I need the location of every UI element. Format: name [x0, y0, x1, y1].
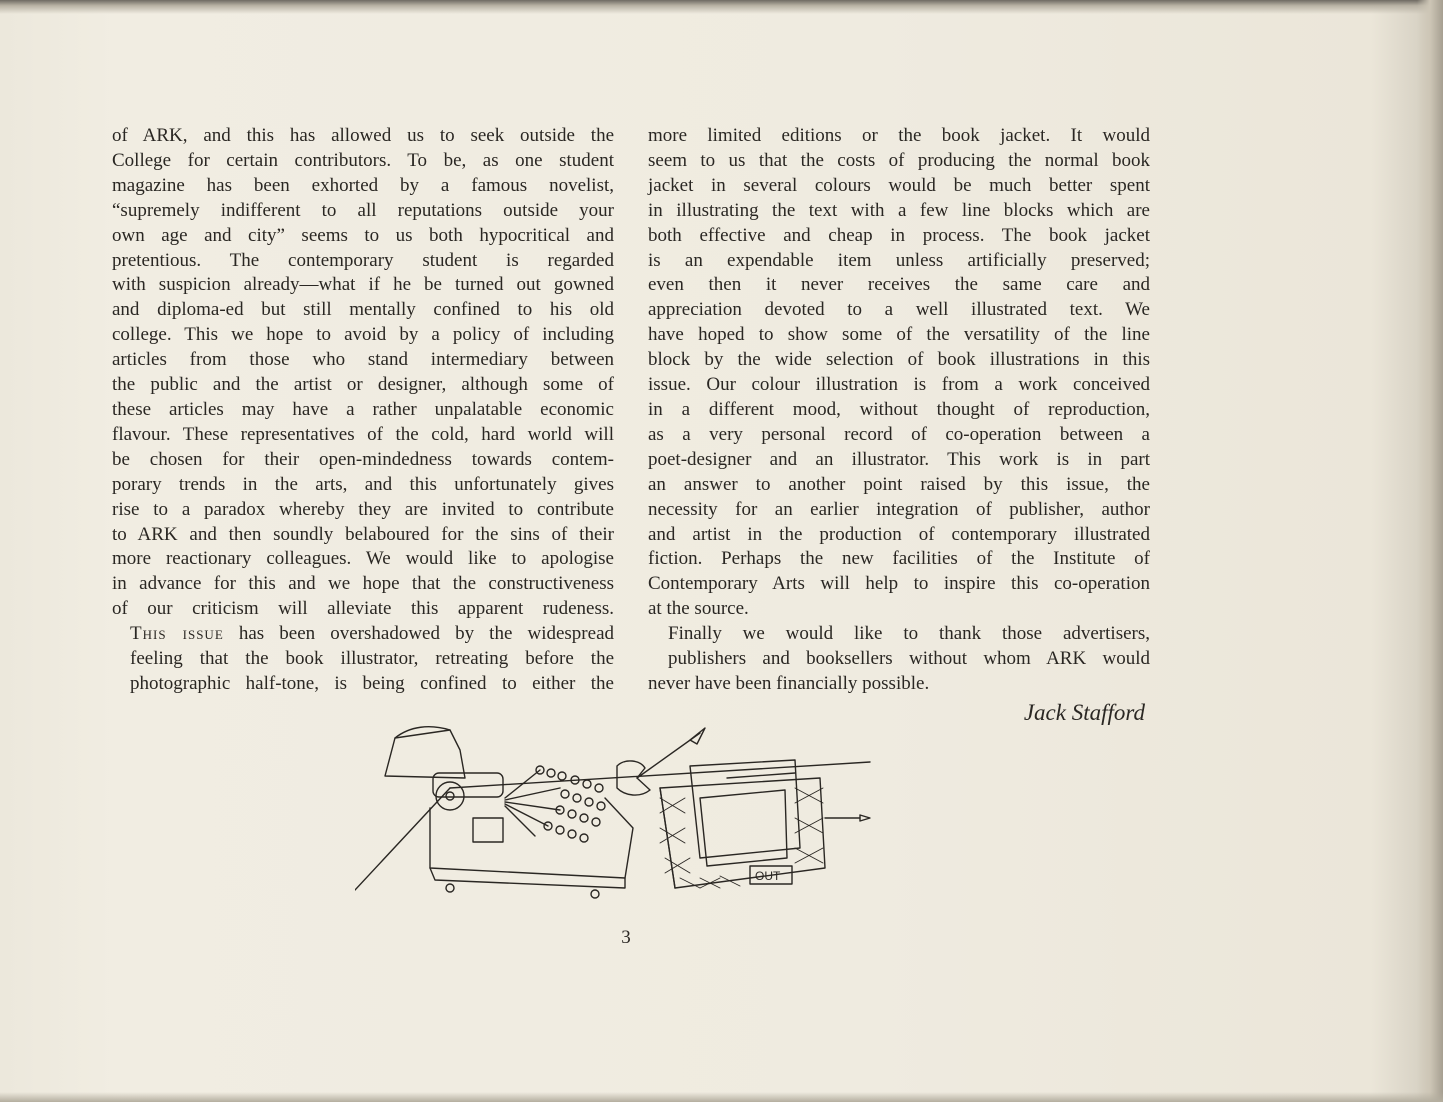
right-paragraph-1-last: at the source. — [648, 598, 749, 620]
author-signature: Jack Stafford — [1023, 700, 1145, 725]
page-number: 3 — [621, 927, 631, 948]
page-right-edge — [1417, 0, 1443, 1102]
page-top-edge — [0, 0, 1443, 14]
tray-paper-stack — [690, 760, 800, 858]
desk-edge-line — [355, 788, 450, 890]
page-bottom-edge — [0, 1092, 1443, 1102]
typewriter-and-tray-illustration — [355, 718, 875, 908]
typewriter-panel — [473, 818, 503, 842]
out-tray-icon — [660, 760, 870, 888]
right-paragraph-2: Finally we would like to thank those advertisers, publishers and booksellers without whom ARK would — [668, 623, 1150, 670]
left-paragraph-2-text: has been overshadowed by the widespread feeling that the book illustrator, retreating before the photographic half-tone, is being confined to either the — [130, 623, 614, 694]
right-paragraph-1: more limited editions or the book jacket. It would seem to us that the costs of producing the normal book jacket in several colours would be much better spent in illustrating the text with a few line blocks which are both effective and cheap in process. The book jacket is an expendable item unless artificially preserved; even then it never receives the same care and appreciation devoted to a well illustrated text. We have hoped to show some of the versatility of the line block by the wide selection of book illustrations in this issue. Our colour illustration is from a work conceived in a different mood, without thought of reproduction, as a very personal record of co-operation between a poet-designer and an illustrator. This work is in part an answer to another point raised by this issue, the necessity for an earlier integration of publisher, author and artist in the production of contemporary illustrated fiction. Perhaps the new facilities of the Institute of Contemporary Arts will help to inspire this co-operation — [648, 125, 1150, 595]
out-label-text: OUT — [755, 869, 781, 883]
desk-back-line — [450, 762, 870, 788]
left-column — [112, 124, 614, 697]
left-paragraph-2 — [112, 622, 614, 697]
roller-knob-icon — [436, 782, 464, 810]
typewriter-keys — [505, 766, 605, 842]
right-column — [648, 124, 1150, 697]
right-paragraph-2-last: never have been financially possible. — [648, 672, 930, 694]
this-issue-lead: This issue — [130, 623, 224, 645]
left-paragraph-1: of ARK, and this has allowed us to seek outside the College for certain contributors. To be, as one student magazine has been exhorted by a famous novelist, “supremely indifferent to all reputations outside your own age and city” seems to us both hypocritical and pretentious. The contemporary student is regarded with suspicion already—what if he be turned out gowned and diploma-ed but still mentally confined to his old college. This we hope to avoid by a policy of including articles from those who stand intermediary between the public and the artist or designer, although some of these articles may have a rather unpalatable economic flavour. These representatives of the cold, hard world will be chosen for their open-mindedness towards contem- porary trends in the arts, and this unfortunately gives rise to a paradox whereby they are invited to contribute to ARK and then soundly belaboured for the sins of their more reactionary colleagues. We would like to apologise in advance for this and we hope that the constructiveness of our criticism will alleviate this apparent rudeness. — [112, 125, 614, 620]
